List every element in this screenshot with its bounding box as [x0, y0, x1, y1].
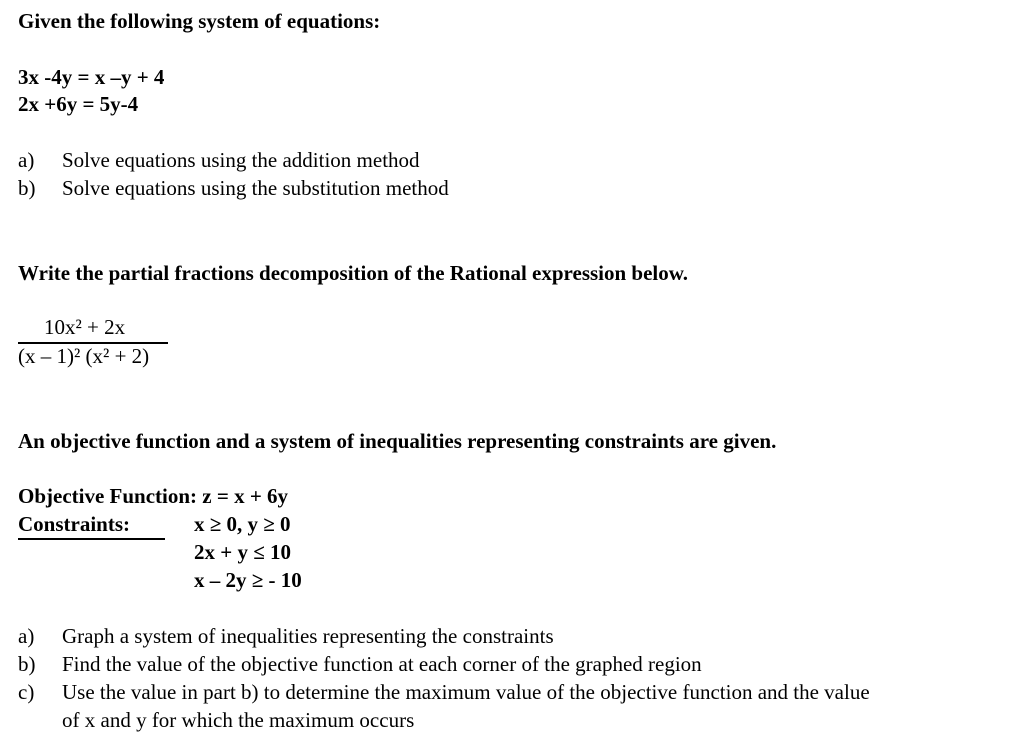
- section2-heading: Write the partial fractions decomposition of the Rational expression below.: [18, 261, 689, 285]
- section1-heading: Given the following system of equations:: [18, 9, 381, 33]
- equation-1: 3x -4y = x –y + 4: [18, 65, 165, 89]
- section3-item-c: [18, 680, 870, 705]
- item-text: Graph a system of inequalities representing the constraints: [62, 624, 554, 648]
- item-marker: a): [18, 624, 35, 648]
- constraint-3: x – 2y ≥ - 10: [194, 568, 302, 592]
- section1-item-a: [18, 148, 420, 173]
- item-text: Solve equations using the addition method: [62, 148, 420, 172]
- constraint-2: 2x + y ≤ 10: [194, 540, 291, 564]
- section3-item-b: [18, 652, 702, 677]
- constraints-underline: [18, 538, 165, 540]
- section3-heading: An objective function and a system of inequalities representing constraints are given.: [18, 429, 777, 453]
- constraints-label: Constraints:: [18, 512, 131, 536]
- item-marker: c): [18, 680, 35, 704]
- item-text: Use the value in part b) to determine the maximum value of the objective function and the value: [62, 680, 870, 704]
- section1-item-b: [18, 176, 449, 201]
- section3-item-c-continuation: of x and y for which the maximum occurs: [62, 708, 415, 732]
- item-marker: b): [18, 176, 36, 200]
- objective-function: Objective Function: z = x + 6y: [18, 484, 289, 508]
- constraint-1: x ≥ 0, y ≥ 0: [194, 512, 291, 536]
- equation-2: 2x +6y = 5y-4: [18, 92, 139, 116]
- section3-item-a: [18, 624, 554, 649]
- fraction-numerator: 10x² + 2x: [44, 315, 126, 339]
- item-marker: a): [18, 148, 35, 172]
- item-marker: b): [18, 652, 36, 676]
- item-text: Solve equations using the substitution method: [62, 176, 449, 200]
- fraction-denominator: (x – 1)² (x² + 2): [18, 344, 150, 368]
- item-text: Find the value of the objective function at each corner of the graphed region: [62, 652, 702, 676]
